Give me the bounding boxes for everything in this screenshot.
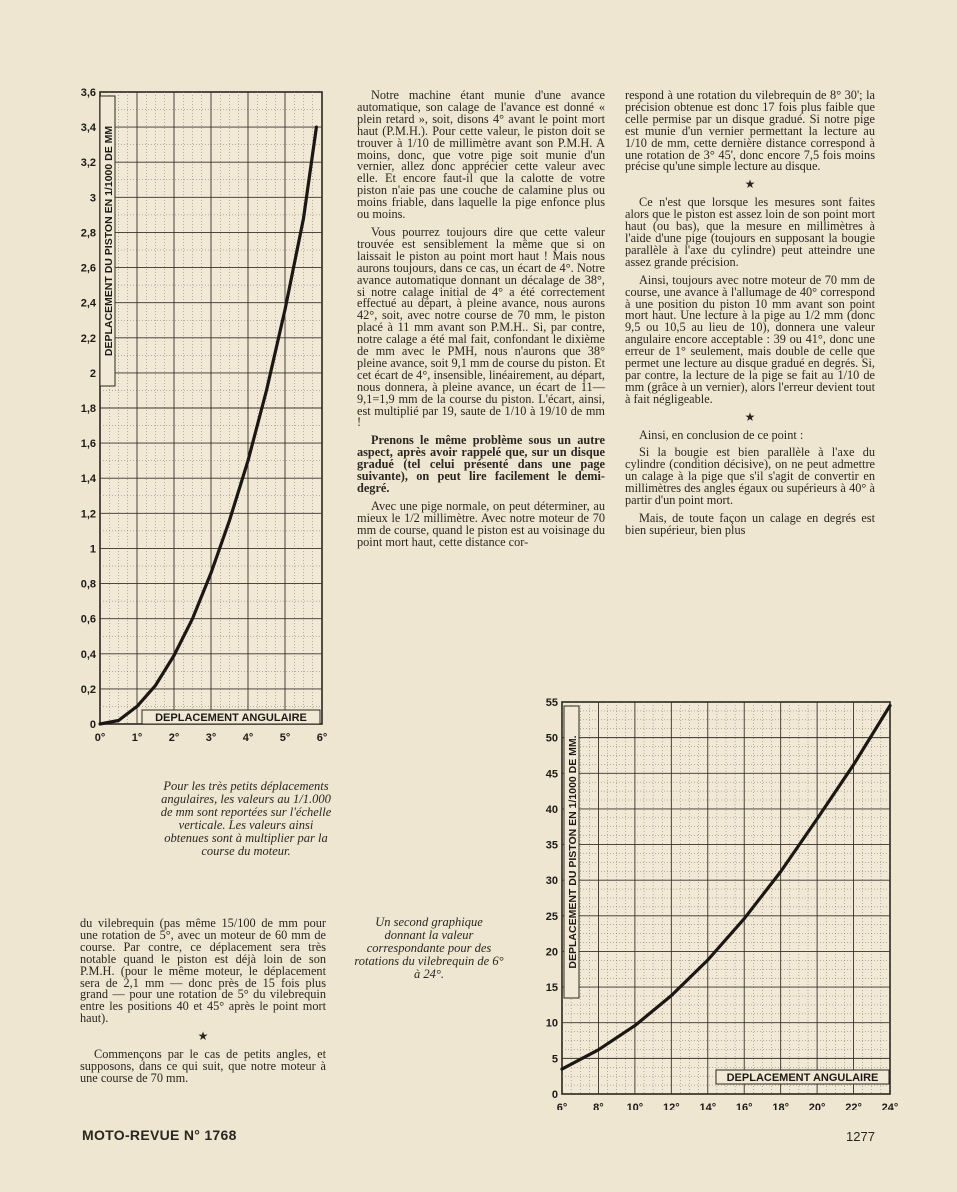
page-number: 1277 <box>846 1129 875 1144</box>
text-column-right <box>625 90 875 543</box>
x-tick-label: 6° <box>316 732 328 744</box>
separator-star: ★ <box>744 177 756 192</box>
paragraph: Vous pourrez toujours dire que cette valeur trouvée est sensiblement la même que si on laissait le piston au point mort haut ! Mais nous aurons toujours, dans ce cas, un écart de 4°. Notre avance automatique donnant un décalage de 38°, si notre calage initial de 4° a été correctement effectué au départ, à pleine avance, nous aurons 42°, soit, avec notre course de 70 mm, le piston placé à 11 mm avant son P.M.H.. Si, par contre, notre calage a été mal fait, confondant le dixième de mm avec le PMH, nous n'aurons que 38° pleine avance, soit 9,1 mm de course du piston. Et cet écart de 4°, insensible, linéairement, au départ, nous donnera, à pleine avance, un écart de 11—9,1=1,9 mm de la course du piston. L'écart, ainsi, est multiplié par 19, saute de 1/10 à 19/10 de mm ! <box>357 224 605 430</box>
x-tick-label: 20° <box>808 1102 826 1110</box>
y-tick-label: 2,2 <box>80 332 96 345</box>
y-axis-label: DEPLACEMENT DU PISTON EN 1/1000 DE MM. <box>567 735 579 969</box>
paragraph: Ainsi, toujours avec notre moteur de 70 mm de course, une avance à l'allumage de 40° correspond à une position du piston 10 mm avant son point mort haut. Une lecture à la pige au 1/2 mm (donc 9,5 ou 10,5 au lieu de 10), donnera une valeur angulaire encore acceptable : 39 ou 41°, donc une erreur de 1° seulement, mais double de celle que permet une lecture au disque gradué en degrés. Si, par contre, la lecture de la pige se fait au 1/10 de mm (grâce à un vernier), alors l'erreur devient tout à fait négligeable. <box>625 272 875 406</box>
x-tick-label: 8° <box>593 1102 604 1110</box>
x-tick-label: 16° <box>735 1102 753 1110</box>
y-tick-label: 40 <box>545 803 558 816</box>
x-tick-label: 12° <box>663 1102 680 1110</box>
text-column-middle <box>357 90 605 555</box>
paragraph: Prenons le même problème sous un autre aspect, après avoir rappelé que, sur un disque gradué (tel celui présenté dans une page suivante), on peut lire facilement le demi-degré. <box>357 433 605 495</box>
y-tick-label: 0,4 <box>80 648 96 661</box>
paragraph: Ainsi, en conclusion de ce point : <box>639 427 804 442</box>
y-tick-label: 3,4 <box>80 122 96 135</box>
x-tick-label: 4° <box>242 732 254 744</box>
chart-6-to-24-degrees <box>520 690 905 1110</box>
magazine-issue: MOTO-REVUE N° 1768 <box>82 1127 237 1143</box>
y-tick-label: 0,6 <box>80 613 96 626</box>
y-tick-label: 5 <box>551 1053 558 1066</box>
y-tick-label: 1,6 <box>80 438 96 451</box>
y-tick-label: 3 <box>89 192 96 205</box>
x-tick-label: 22° <box>845 1102 862 1110</box>
x-axis-label: DEPLACEMENT ANGULAIRE <box>155 712 307 724</box>
y-tick-label: 1,2 <box>80 508 96 521</box>
y-tick-label: 10 <box>545 1017 558 1030</box>
y-tick-label: 1,8 <box>80 403 96 415</box>
paragraph: Mais, de toute façon un calage en degrés est bien supérieur, bien plus <box>625 511 875 537</box>
y-tick-label: 30 <box>545 875 558 888</box>
y-tick-label: 2,6 <box>80 262 96 275</box>
y-tick-label: 3,6 <box>80 87 96 99</box>
caption-second-graph: Un second graphique donnant la valeur correspondante pour des rotations du vilebrequin de 6° à 24°. <box>354 915 504 981</box>
y-tick-label: 25 <box>545 910 558 923</box>
x-tick-label: 5° <box>279 732 291 744</box>
separator-star: ★ <box>197 1029 209 1044</box>
separator-star: ★ <box>744 409 756 424</box>
x-tick-label: 2° <box>168 732 180 744</box>
x-tick-label: 24° <box>881 1102 899 1110</box>
y-tick-label: 0 <box>551 1089 558 1101</box>
paragraph: respond à une rotation du vilebrequin de 8° 30'; la précision obtenue est donc 17 fois plus faible que celle permise par un disque gradué. Si notre pige est munie d'un vernier permettant la lecture au 1/10 de mm, cette dernière distance correspond à une rotation de 3° 45', donc encore 7,5 fois moins précise qu'une simple lecture au disque. <box>625 88 875 174</box>
chart-small-angles <box>60 80 345 750</box>
x-tick-label: 0° <box>94 732 106 744</box>
paragraph: Commençons par le cas de petits angles, et supposons, dans ce qui suit, que notre moteur à une course de 70 mm. <box>80 1047 326 1085</box>
paragraph: Ce n'est que lorsque les mesures sont faites alors que le piston est assez loin de son point mort haut (ou bas), que la mesure en millimètres à l'aide d'une pige (toujours en supposant la bougie parallèle à l'axe du cylindre) peut atteindre une assez grande précision. <box>625 195 875 269</box>
y-tick-label: 2 <box>89 367 96 380</box>
x-tick-label: 18° <box>772 1102 789 1110</box>
y-tick-label: 15 <box>545 982 558 995</box>
paragraph: du vilebrequin (pas même 15/100 de mm pour une rotation de 5°, avec un moteur de 60 mm de course. Par contre, ce déplacement sera très notable quand le piston est déjà loin de son P.M.H. (pour le même moteur, le déplacement sera de 2,1 mm — donc près de 15 fois plus grand — pour une rotation de 5° du vilebrequin entre les positions 40 et 45° après le point mort haut). <box>80 916 326 1026</box>
x-tick-label: 10° <box>626 1102 644 1110</box>
caption-small-angles: Pour les très petits déplacements angulaires, les valeurs au 1/1.000 de mm sont reportées sur l'échelle verticale. Les valeurs ainsi obtenues sont à multiplier par la course du moteur. <box>160 779 332 858</box>
x-axis-label: DEPLACEMENT ANGULAIRE <box>726 1072 879 1084</box>
y-tick-label: 1,4 <box>80 473 96 486</box>
y-tick-label: 35 <box>545 839 558 852</box>
x-tick-label: 14° <box>699 1102 717 1110</box>
x-tick-label: 6° <box>556 1102 568 1110</box>
paragraph: Notre machine étant munie d'une avance automatique, son calage de l'avance est donné « plein retard », soit, disons 4° avant le point mort haut (P.M.H.). Pour cette valeur, le piston doit se trouver à 1/10 de millimètre avant son P.M.H. A moins, donc, que votre pige soit munie d'un vernier, allez donc apprécier cette valeur avec elle. Et encore faut-il que la calotte de votre piston n'aie pas une couche de calamine plus ou moins friable, dans laquelle la pige enfonce plus ou moins. <box>357 88 605 222</box>
text-column-bottom-left <box>80 918 326 1091</box>
y-tick-label: 0,2 <box>80 683 96 696</box>
y-tick-label: 3,2 <box>80 157 96 170</box>
x-tick-label: 3° <box>205 732 217 744</box>
y-tick-label: 1 <box>89 543 96 556</box>
y-tick-label: 0,8 <box>80 578 96 591</box>
paragraph: Avec une pige normale, on peut déterminer, au mieux le 1/2 millimètre. Avec notre moteur de 70 mm de course, quand le piston est au voisinage du point mort haut, cette distance cor- <box>357 498 605 549</box>
paragraph: Si la bougie est bien parallèle à l'axe du cylindre (condition décisive), on ne peut admettre un calage à la pige que s'il s'agit de convertir en millimètres des angles égaux ou supérieurs à 40° à partir d'un point mort. <box>625 445 875 508</box>
y-tick-label: 45 <box>545 768 558 781</box>
y-axis-label: DEPLACEMENT DU PISTON EN 1/1000 DE MM <box>103 125 115 357</box>
y-tick-label: 0 <box>89 719 96 731</box>
y-tick-label: 20 <box>545 946 558 959</box>
x-tick-label: 1° <box>131 732 143 744</box>
y-tick-label: 55 <box>545 697 558 709</box>
y-tick-label: 50 <box>545 732 558 745</box>
y-tick-label: 2,8 <box>80 227 96 240</box>
y-tick-label: 2,4 <box>80 297 96 310</box>
